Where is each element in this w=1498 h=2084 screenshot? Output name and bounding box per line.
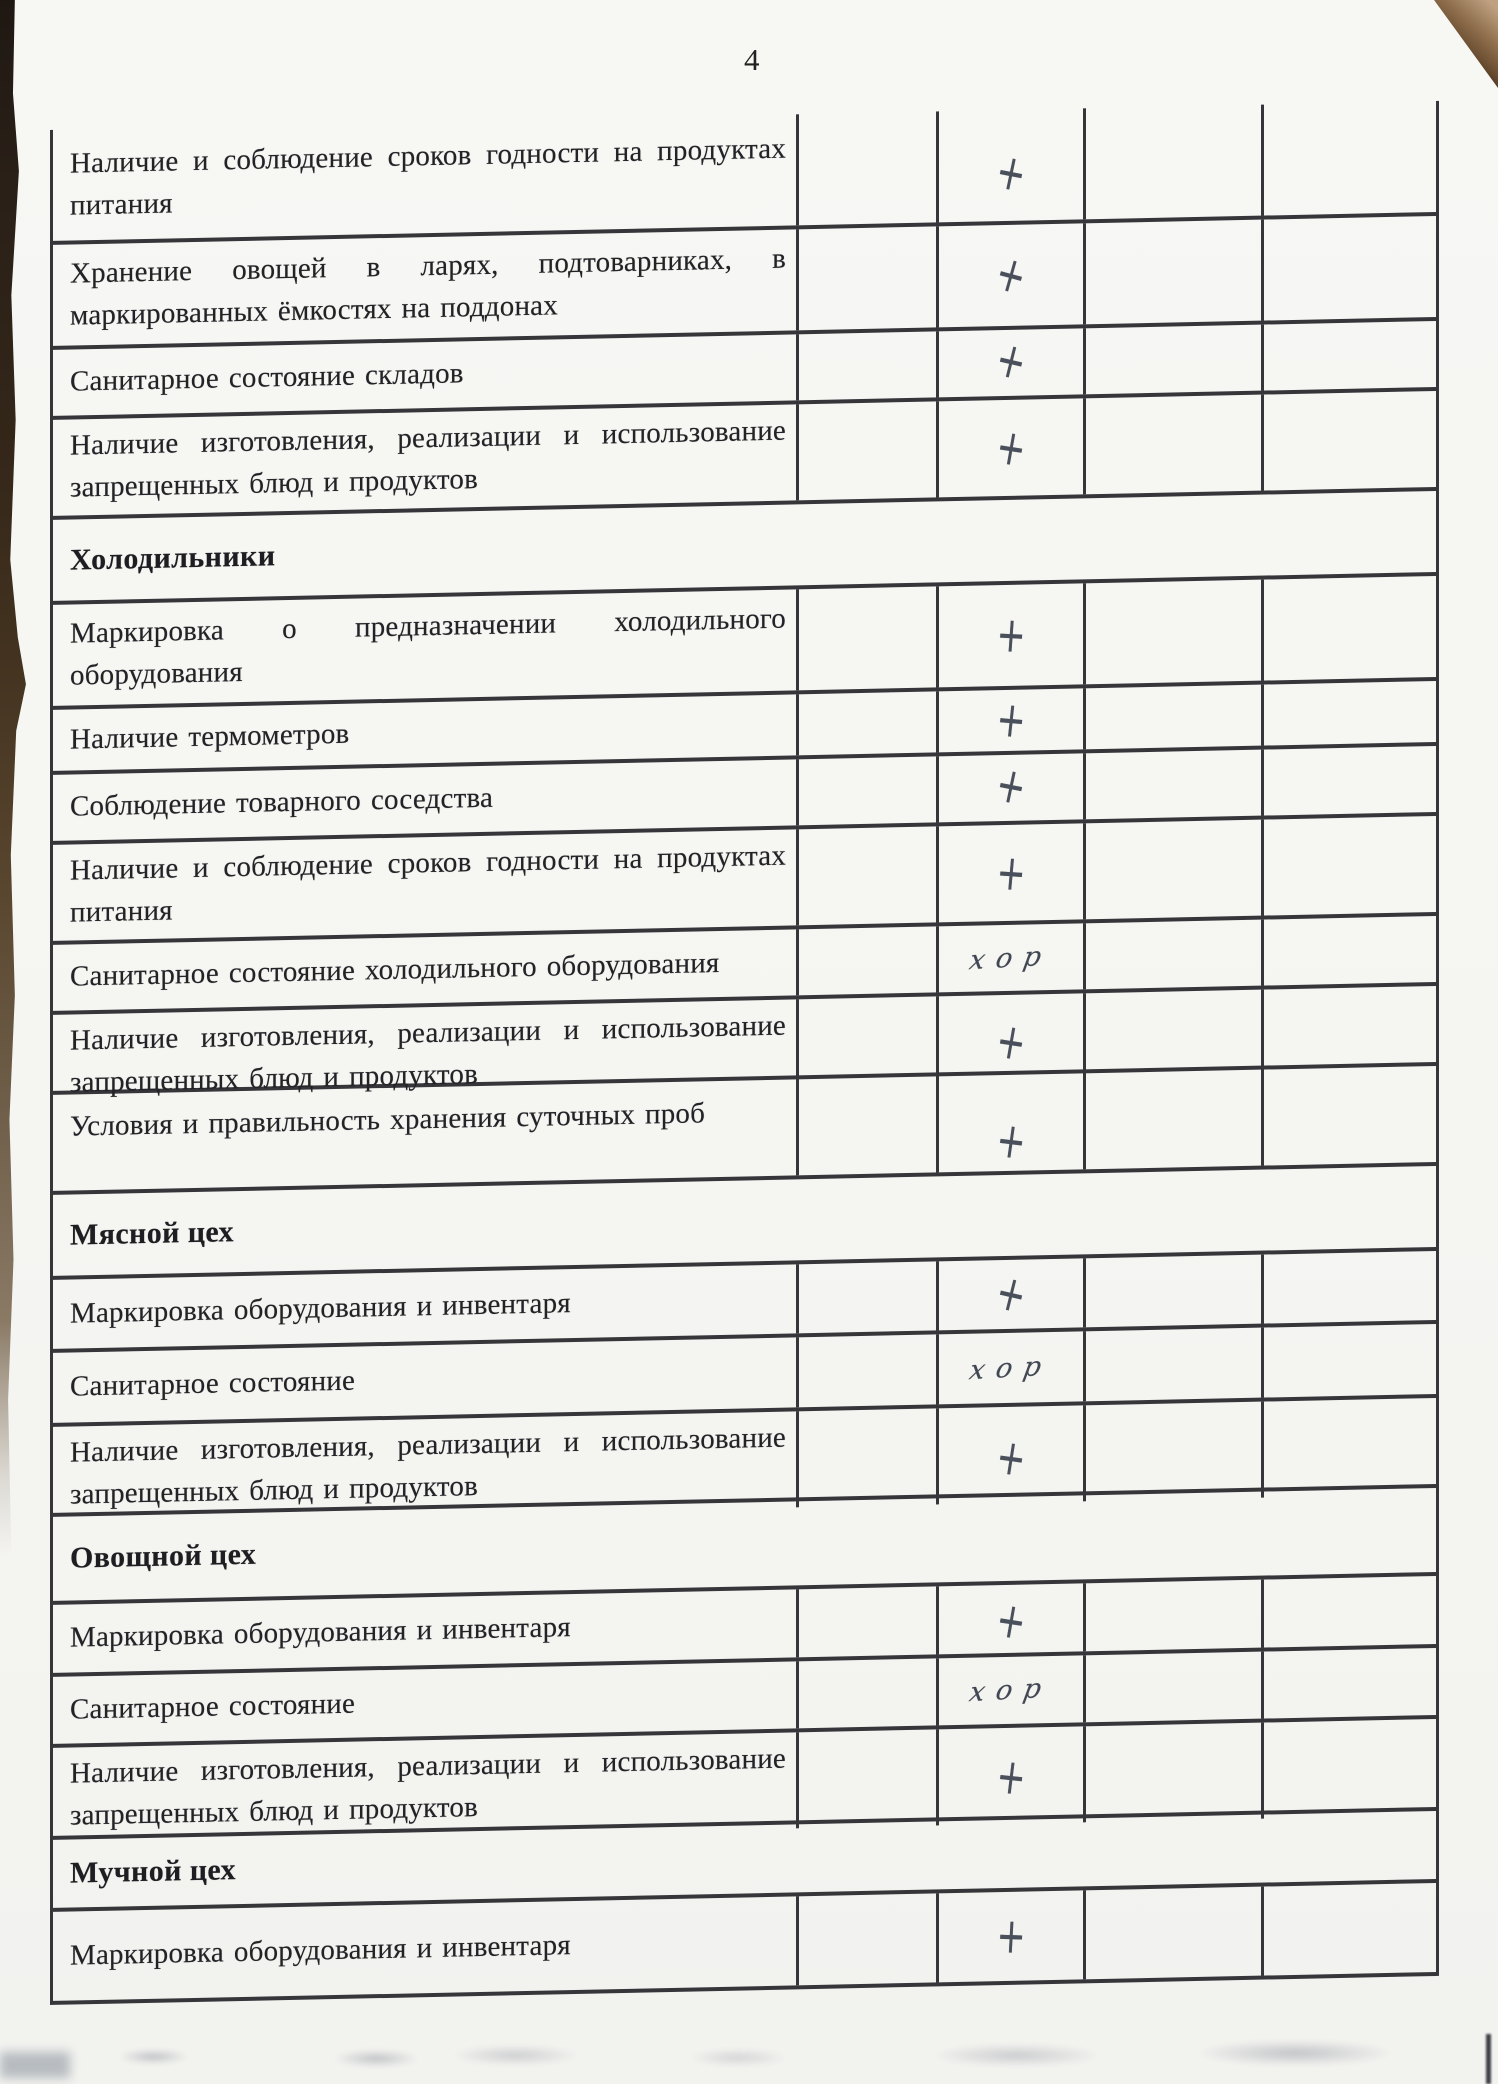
empty-cell (796, 1076, 936, 1175)
empty-cell (796, 1586, 936, 1657)
row-label: Соблюдение товарного соседства (70, 781, 494, 823)
handwritten-check-mark: + (990, 754, 1032, 817)
row-label: Маркировка оборудования и инвентаря (70, 1928, 571, 1972)
empty-cell (796, 926, 936, 995)
mark-cell (936, 923, 1083, 992)
row-label-cell (53, 404, 796, 516)
empty-cell (1261, 916, 1436, 986)
row-label: Наличие и соблюдение сроков годности на продуктах питания (70, 839, 786, 929)
section-title: Мучной цех (70, 1853, 236, 1890)
row-label: Наличие изготовления, реализации и использование запрещенных блюд и продуктов (70, 1421, 786, 1511)
handwritten-check-mark: + (994, 605, 1028, 665)
row-label: Санитарное состояние холодильного оборудования (70, 947, 720, 993)
empty-cell (796, 111, 936, 225)
empty-cell (796, 586, 936, 690)
row-label: Условия и правильность хранения суточных проб (70, 1097, 706, 1143)
empty-cell (1261, 1576, 1436, 1648)
empty-cell (796, 826, 936, 925)
row-label-cell (53, 1589, 796, 1673)
mark-cell (936, 1073, 1083, 1172)
mark-cell (936, 1726, 1083, 1825)
row-label-cell (53, 1411, 796, 1522)
empty-cell (1261, 1648, 1436, 1719)
scan-corner-top-right (1420, 0, 1498, 88)
row-label: Наличие и соблюдение сроков годности на продуктах питания (70, 132, 786, 222)
empty-cell (1261, 1883, 1436, 1976)
row-label: Наличие изготовления, реализации и использование запрещенных блюд и продуктов (70, 1742, 786, 1832)
handwritten-grade-mark: хор (967, 940, 1055, 976)
handwritten-check-mark: + (992, 1427, 1031, 1489)
empty-cell (1083, 920, 1261, 990)
empty-cell (1261, 1324, 1436, 1398)
empty-cell (796, 691, 936, 755)
row-label: Наличие изготовления, реализации и использование запрещенных блюд и продуктов (70, 414, 786, 504)
handwritten-check-mark: + (992, 1109, 1030, 1171)
handwritten-check-mark: + (990, 1262, 1033, 1326)
mark-cell (936, 398, 1083, 497)
row-label: Маркировка оборудования и инвентаря (70, 1611, 571, 1654)
row-label: Санитарное состояние (70, 1364, 356, 1403)
empty-cell (796, 331, 936, 400)
empty-cell (1083, 220, 1261, 325)
mark-cell (936, 688, 1083, 752)
empty-cell (1083, 325, 1261, 395)
page-number: 4 (744, 42, 761, 77)
handwritten-check-mark: + (994, 1906, 1028, 1966)
mark-cell (936, 108, 1083, 222)
handwritten-grade-mark: хор (967, 1350, 1055, 1386)
row-label-cell (53, 1264, 796, 1349)
empty-cell (1261, 101, 1436, 216)
empty-cell (1261, 216, 1436, 321)
row-label: Наличие изготовления, реализации и использование запрещенных блюд и продуктов (70, 1009, 786, 1099)
empty-cell (1261, 746, 1436, 816)
row-label-cell (53, 114, 796, 241)
row-label: Маркировка о предназначении холодильного оборудования (70, 602, 786, 692)
scan-edge-right-bottom (1486, 2034, 1491, 2084)
empty-cell (1083, 750, 1261, 820)
empty-cell (796, 1658, 936, 1728)
row-label: Маркировка оборудования и инвентаря (70, 1286, 571, 1330)
handwritten-check-mark: + (993, 1746, 1030, 1808)
empty-cell (796, 226, 936, 330)
mark-cell (936, 1331, 1083, 1404)
empty-cell (796, 1408, 936, 1506)
row-label: Наличие термометров (70, 717, 350, 756)
mark-cell (936, 1405, 1083, 1504)
handwritten-check-mark: + (991, 1011, 1031, 1073)
section-title: Холодильники (70, 538, 276, 577)
section-title: Овощной цех (70, 1537, 257, 1575)
scan-edge-left (0, 0, 27, 1555)
empty-cell (796, 1893, 936, 1985)
section-title: Мясной цех (70, 1214, 234, 1252)
empty-cell (1083, 395, 1261, 495)
handwritten-check-mark: + (993, 842, 1029, 902)
mark-cell (936, 753, 1083, 822)
row-label-cell (53, 759, 796, 841)
scan-corner-bottom-left (0, 2052, 70, 2078)
handwritten-check-mark: + (990, 328, 1033, 392)
mark-cell (936, 1890, 1083, 1982)
row-label: Хранение овощей в ларях, подтоварниках, в маркированных ёмкостях на поддонах (70, 242, 786, 332)
mark-cell (936, 583, 1083, 687)
inspection-table (50, 101, 1439, 2005)
empty-cell (1083, 820, 1261, 920)
handwritten-grade-mark: хор (967, 1672, 1055, 1709)
mark-cell (936, 823, 1083, 922)
mark-cell (936, 1258, 1083, 1330)
empty-cell (1261, 1251, 1436, 1324)
handwritten-check-mark: + (991, 1589, 1031, 1651)
mark-cell (936, 328, 1083, 397)
row-label-cell (53, 229, 796, 346)
row-label-cell (53, 334, 796, 416)
empty-cell (796, 1729, 936, 1827)
handwritten-check-mark: + (991, 416, 1031, 478)
empty-cell (1083, 1887, 1261, 1980)
row-label-cell (53, 589, 796, 706)
handwritten-check-mark: + (990, 141, 1032, 204)
empty-cell (796, 401, 936, 500)
empty-cell (1083, 1580, 1261, 1652)
row-label-cell (53, 1079, 796, 1191)
scan-smear-bottom (70, 2030, 1462, 2076)
empty-cell (1083, 1723, 1261, 1822)
empty-cell (1083, 1402, 1261, 1501)
empty-cell (1083, 580, 1261, 685)
mark-cell (936, 223, 1083, 327)
row-label-cell (53, 1732, 796, 1843)
row-label-cell (53, 1896, 796, 2001)
row-label-cell (53, 929, 796, 1011)
handwritten-check-mark: + (989, 243, 1034, 307)
row-label: Санитарное состояние (70, 1687, 356, 1726)
empty-cell (1261, 391, 1436, 491)
empty-cell (1261, 1719, 1436, 1818)
empty-cell (1083, 1328, 1261, 1402)
row-label-cell (53, 1337, 796, 1423)
empty-cell (1083, 105, 1261, 220)
row-label: Санитарное состояние складов (70, 357, 464, 398)
empty-cell (1083, 685, 1261, 750)
mark-cell (936, 1583, 1083, 1654)
empty-cell (1261, 576, 1436, 681)
empty-cell (796, 1334, 936, 1407)
empty-cell (1261, 321, 1436, 391)
mark-cell (936, 1655, 1083, 1725)
row-label-cell (53, 1661, 796, 1744)
row-label-cell (53, 829, 796, 941)
empty-cell (796, 756, 936, 825)
empty-cell (1261, 681, 1436, 746)
empty-cell (796, 1261, 936, 1333)
empty-cell (1261, 816, 1436, 916)
handwritten-check-mark: + (993, 689, 1029, 750)
empty-cell (1083, 1070, 1261, 1170)
empty-cell (1261, 1398, 1436, 1497)
empty-cell (1083, 1652, 1261, 1723)
empty-cell (1261, 1066, 1436, 1166)
empty-cell (1083, 1255, 1261, 1328)
